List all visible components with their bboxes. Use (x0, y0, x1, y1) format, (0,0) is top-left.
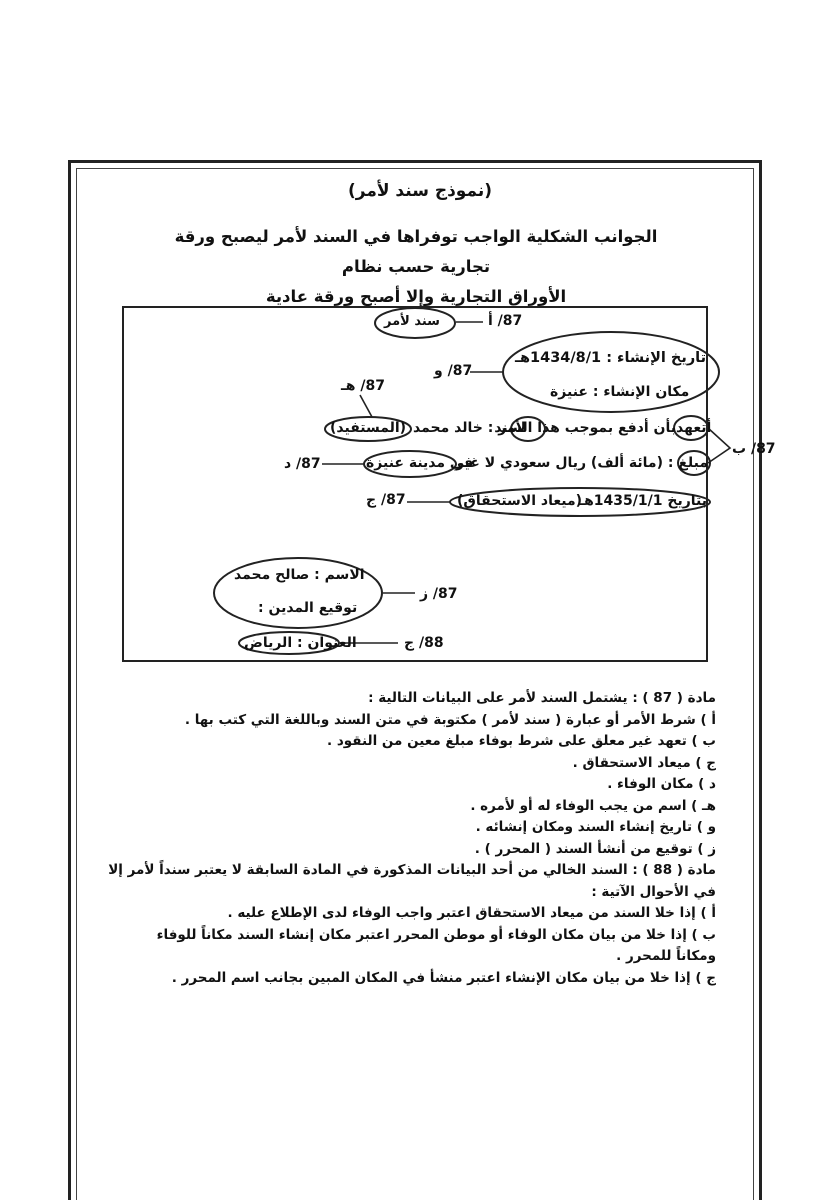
label-87-w: 87/ و (434, 363, 473, 379)
pledge-order: لأمر : خالد محمد (413, 420, 526, 436)
article-line: ب ) إذا خلا من بيان مكان الوفاء أو موطن المحرر اعتبر مكان إنشاء السند مكاناً للوفاء (156, 926, 716, 943)
label-87-b: 87/ ب (732, 441, 776, 457)
subtitle-line-2: الأوراق التجارية وإلا أصبح ورقة عادية (265, 287, 567, 306)
maturity-date: بتاريخ 1435/1/1هـ (579, 493, 707, 509)
label-87-d: 87/ د (284, 456, 321, 472)
article-line: ومكاناً للمحرر . (616, 948, 716, 964)
subtitle-line-1: الجوانب الشكلية الواجب توفراها في السند لأمر ليصبح ورقة تجارية حسب نظام (174, 227, 658, 276)
pay-place: في مدينة عنيزة (366, 455, 474, 471)
article-line: ج ) ميعاد الاستحقاق . (572, 754, 716, 771)
article-line: ز ) توقيع من أنشأ السند ( المحرر ) . (474, 840, 716, 857)
beneficiary-note: (المستفيد) (330, 420, 407, 436)
pledge-text: بأن أدفع بموجب هذا السند (494, 420, 676, 436)
articles-text (108, 688, 716, 989)
label-87-z: 87/ ز (420, 586, 458, 602)
amount-line: مبلغ : (مائة ألف) ريال سعودي لا غير (455, 455, 708, 471)
creation-date: تاريخ الإنشاء : 1434/8/1هـ (515, 350, 707, 366)
document-title: (نموذج سند لأمر) (347, 181, 493, 201)
order-phrase: سند لأمر (384, 314, 440, 329)
article-line: مادة ( 88 ) : السند الخالي من أحد البيانات المذكورة في المادة السابقة لا يعتبر سنداً لأمر إلا (108, 862, 716, 878)
article-line: أ ) إذا خلا السند من ميعاد الاستحقاق اعتبر واجب الوفاء لدى الإطلاع عليه . (227, 905, 716, 921)
debtor-signature: توقيع المدين : (258, 600, 358, 616)
article-line: مادة ( 87 ) : يشتمل السند لأمر على البيانات التالية : (368, 690, 716, 706)
label-87-j: 87/ ج (366, 492, 406, 508)
document-subtitle (150, 222, 682, 312)
pledge-word: أتعهد (676, 420, 712, 436)
article-line: د ) مكان الوفاء . (607, 776, 716, 792)
label-87-a: 87/ أ (488, 313, 523, 329)
article-line: أ ) شرط الأمر أو عبارة ( سند لأمر ) مكتوبة في متن السند وباللغة التي كتب بها . (184, 711, 716, 728)
maturity-note: (ميعاد الاستحقاق) (457, 493, 583, 509)
article-line: ج ) إذا خلا من بيان مكان الإنشاء اعتبر منشأ في المكان المبين بجانب اسم المحرر . (171, 969, 716, 986)
article-line: في الأحوال الآتية : (591, 883, 716, 900)
article-line: و ) تاريخ إنشاء السند ومكان إنشائه . (475, 819, 716, 835)
article-line: هـ ) اسم من يجب الوفاء له أو لأمره . (470, 797, 716, 814)
debtor-name: الاسم : صالح محمد (234, 567, 365, 583)
address: العنوان : الرياض (244, 635, 357, 651)
article-line: ب ) تعهد غير معلق على شرط بوفاء مبلغ معين من النقود . (327, 733, 716, 749)
creation-place: مكان الإنشاء : عنيزة (550, 384, 690, 400)
label-87-h: 87/ هـ (341, 378, 385, 394)
label-88-j: 88/ ج (404, 635, 444, 651)
